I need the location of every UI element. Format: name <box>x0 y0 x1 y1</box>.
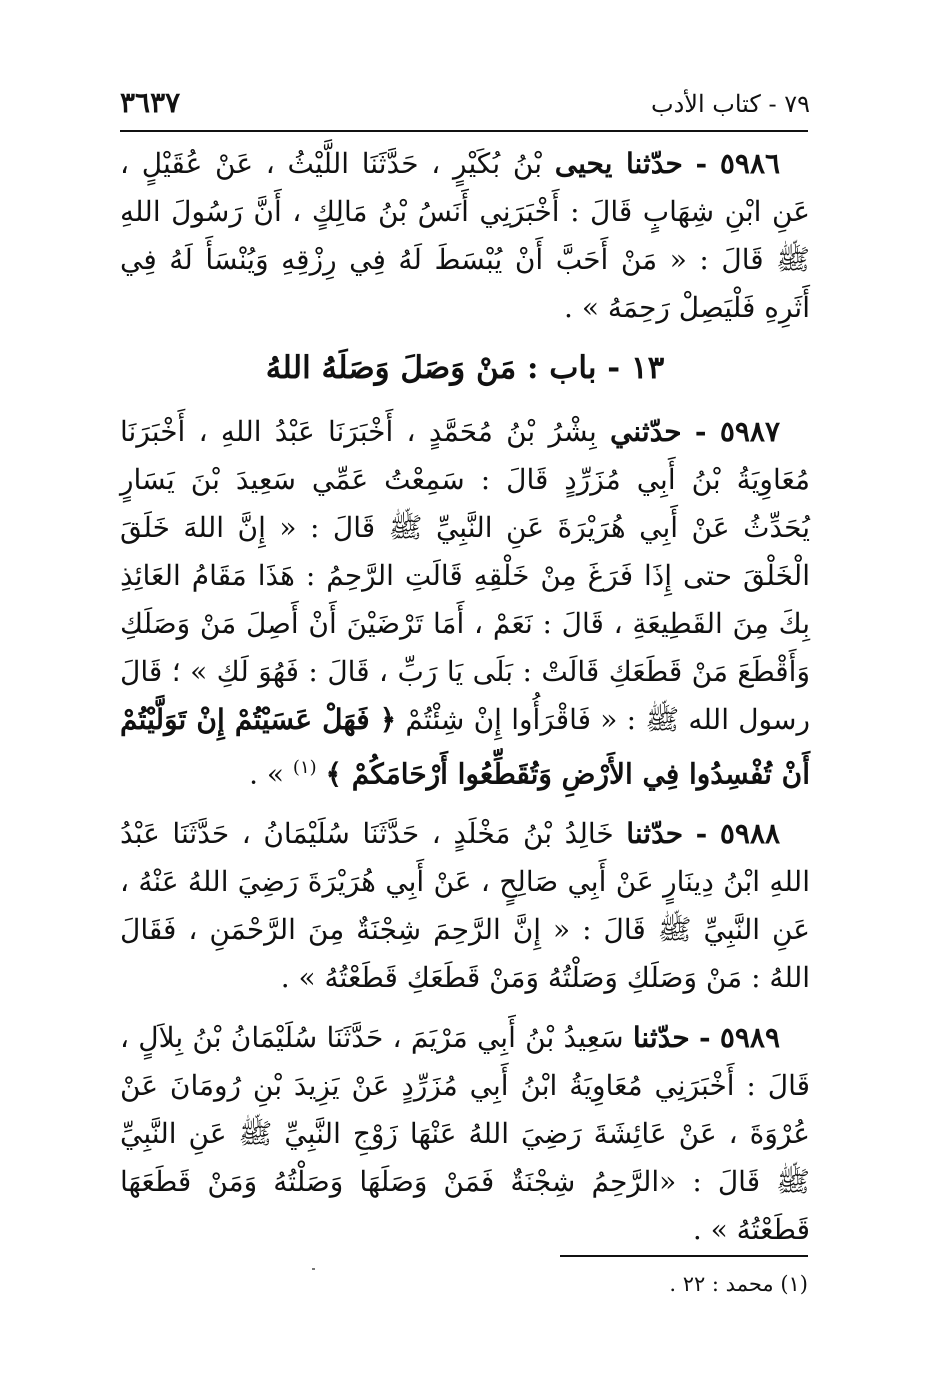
page-number: ٣٦٣٧ <box>120 86 181 119</box>
chapter-heading: ١٣ - باب : مَنْ وَصَلَ وَصَلَهُ اللهُ <box>265 350 665 386</box>
hadith-text: بِشْرُ بْنُ مُحَمَّدٍ ، أَخْبَرَنَا عَبْدُ اللهِ ، أَخْبَرَنَا مُعَاوِيَةُ بْنُ أَبِي مُزَرِّدٍ قَالَ : سَمِعْتُ عَمِّي سَعِيدَ بْنَ يَسَارٍ يُحَدِّثُ عَنْ أَبِي هُرَيْرَةَ عَنِ النَّبِيِّ ﷺ قَالَ : « إِنَّ اللهَ خَلَقَ الْخَلْقَ حتى إِذَا فَرَغَ مِنْ خَلْقِهِ قَالَتِ الرَّحِمُ : هَذَا مَقَامُ العَائِذِ بِكَ مِنَ القَطِيعَةِ ، قَالَ : نَعَمْ ، أَمَا تَرْضَيْنَ أَنْ أَصِلَ مَنْ وَصَلَكِ وَأَقْطَعَ مَنْ قَطَعَكِ قَالَتْ : بَلَى يَا رَبِّ ، قَالَ : فَهُوَ لَكِ » ؛ قَالَ رسول الله ﷺ : « فَاقْرَأُوا إِنْ شِئْتُمْ <box>120 415 811 736</box>
hadith-number: ٥٩٨٨ <box>719 817 781 851</box>
narration-lead: حدّثنا <box>632 1021 690 1055</box>
hadith-number: ٥٩٨٦ <box>719 147 781 180</box>
footnote-rule <box>560 1255 808 1257</box>
hadith-number: ٥٩٨٩ <box>719 1021 780 1055</box>
hadith-5988 <box>120 810 810 1002</box>
hadith-5989 <box>120 1014 810 1254</box>
hadith-text: سَعِيدُ بْنُ أَبِي مَرْيَمَ ، حَدَّثَنَا سُلَيْمَانُ بْنُ بِلاَلٍ ، قَالَ : أَخْبَرَنِي مُعَاوِيَةُ ابْنُ أَبِي مُزَرِّدٍ عَنْ يَزِيدَ بْنِ رُومَانَ عَنْ عُرْوَةَ ، عَنْ عَائِشَةَ رَضِيَ اللهُ عَنْهَا زَوْجِ النَّبِيِّ ﷺ عَنِ النَّبِيِّ ﷺ قَالَ : «الرَّحِمُ شِجْنَةٌ فَمَنْ وَصَلَهَا وَصَلْتُهُ وَمَنْ قَطَعَهَا قَطَعْتُهُ » . <box>120 1021 810 1247</box>
hadith-dash: - <box>695 817 708 851</box>
quran-verse: ﴿ فَهَلْ عَسَيْتُمْ إِنْ تَوَلَّيْتُمْ أَنْ تُفْسِدُوا فِي الأَرْضِ وَتُقَطِّعُوا أَرْحَامَكُمْ ﴾ <box>120 703 810 791</box>
ink-speck <box>312 1268 315 1270</box>
narration-lead: حدّثنا يحيى <box>554 147 683 180</box>
narration-lead: حدّثني <box>610 415 682 448</box>
hadith-dash: - <box>694 415 707 448</box>
running-header <box>120 82 810 122</box>
hadith-text: خَالِدُ بْنُ مَخْلَدٍ ، حَدَّثَنَا سُلَيْمَانُ ، حَدَّثَنَا عَبْدُ اللهِ ابْنُ دِينَارٍ عَنْ أَبِي صَالِحٍ ، عَنْ أَبِي هُرَيْرَةَ رَضِيَ اللهُ عَنْهُ ، عَنِ النَّبِيِّ ﷺ قَالَ : « إِنَّ الرَّحِمَ شِجْنَةٌ مِنَ الرَّحْمَنِ ، فَقَالَ اللهُ : مَنْ وَصَلَكِ وَصَلْتُهُ وَمَنْ قَطَعَكِ قَطَعْتُهُ » . <box>120 817 810 995</box>
hadith-5987 <box>120 408 810 798</box>
hadith-5986 <box>120 140 810 332</box>
footnote-reference[interactable]: (١) <box>292 757 317 778</box>
header-rule <box>120 130 808 132</box>
hadith-dash: - <box>695 147 708 180</box>
hadith-text: بْنُ بُكَيْرٍ ، حَدَّثَنَا اللَّيْثُ ، عَنْ عُقَيْلٍ ، عَنِ ابْنِ شِهَابٍ قَالَ : أَخْبَرَنِي أَنَسُ بْنُ مَالِكٍ ، أَنَّ رَسُولَ اللهِ ﷺ قَالَ : « مَنْ أَحَبَّ أَنْ يُبْسَطَ لَهُ فِي رِزْقِهِ وَيُنْسَأَ لَهُ فِي أَثَرِهِ فَلْيَصِلْ رَحِمَهُ » . <box>120 147 810 324</box>
quote-closing: » . <box>249 757 284 791</box>
narration-lead: حدّثنا <box>626 817 684 851</box>
hadith-number: ٥٩٨٧ <box>719 415 780 448</box>
chapter-title: ٧٩ - كتاب الأدب <box>651 90 810 118</box>
main-text <box>120 140 810 1266</box>
footnote: (١) محمد : ٢٢ . <box>669 1272 808 1296</box>
hadith-dash: - <box>698 1021 711 1055</box>
